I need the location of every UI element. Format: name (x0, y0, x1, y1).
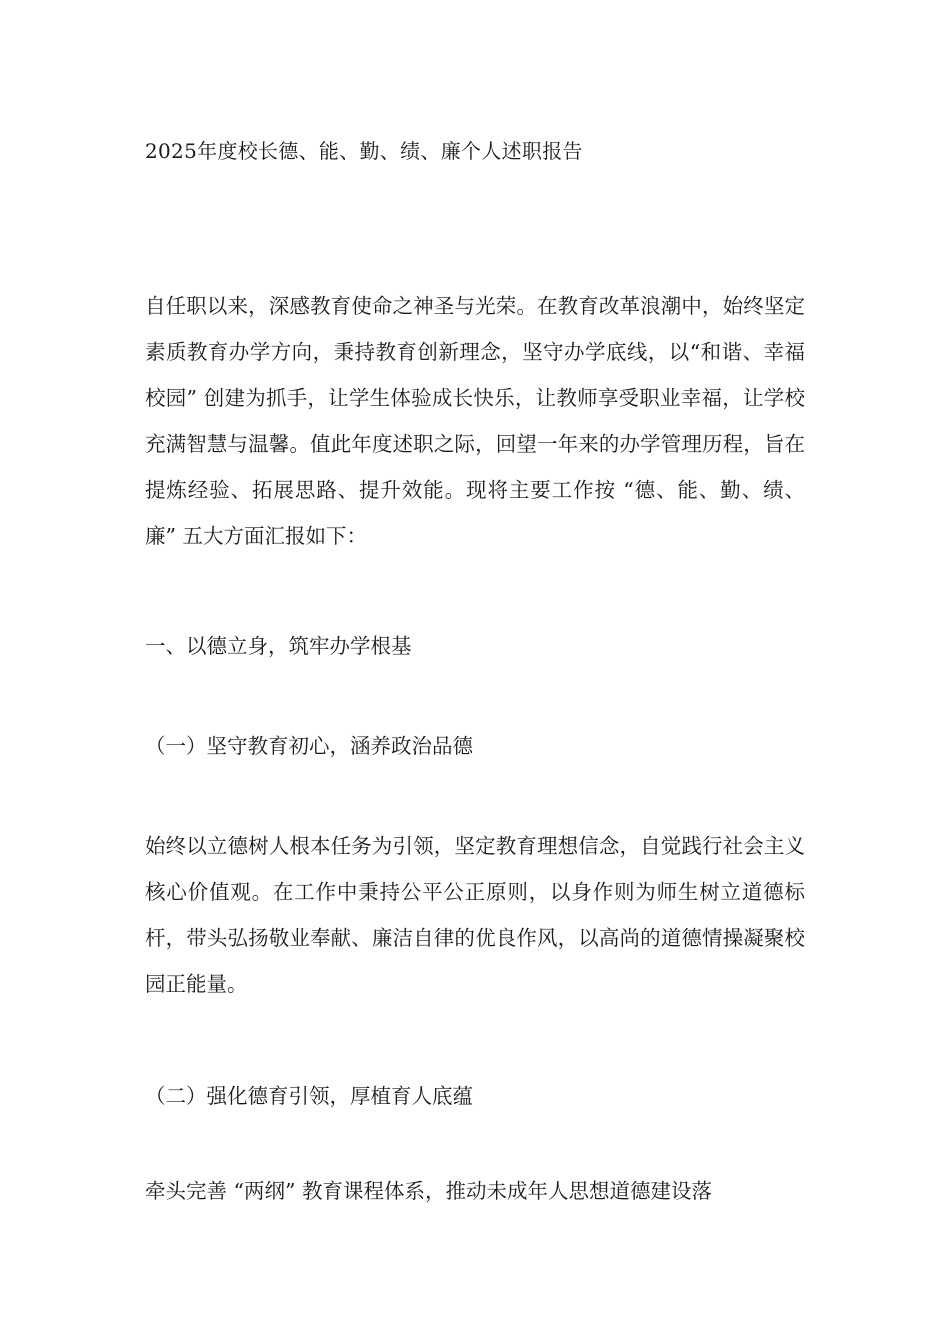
intro-paragraph: 自任职以来，深感教育使命之神圣与光荣。在教育改革浪潮中，始终坚定素质教育办学方向，秉持教育创新理念，坚守办学底线，以“和谐、幸福校园” 创建为抓手，让学生体验成长快乐，让教师享受职业幸福，让学校充满智慧与温馨。值此年度述职之际，回望一年来的办学管理历程，旨在提炼经验、拓展思路、提升效能。现将主要工作按 “德、能、勤、绩、廉” 五大方面汇报如下： (145, 294, 805, 548)
section-heading-1: 一、以德立身，筑牢办学根基 (145, 634, 412, 658)
subsection-heading-1: （一）坚守教育初心，涵养政治品德 (145, 734, 473, 758)
subsection-body-1: 始终以立德树人根本任务为引领，坚定教育理想信念，自觉践行社会主义核心价值观。在工作中秉持公平公正原则，以身作则为师生树立道德标杆，带头弘扬敬业奉献、廉洁自律的优良作风，以高尚的道德情操凝聚校园正能量。 (145, 834, 805, 996)
document-title: 2025年度校长德、能、勤、绩、廉个人述职报告 (145, 139, 583, 163)
subsection-body-2: 牵头完善 “两纲” 教育课程体系，推动未成年人思想道德建设落 (145, 1179, 712, 1203)
subsection-heading-2: （二）强化德育引领，厚植育人底蕴 (145, 1084, 473, 1108)
